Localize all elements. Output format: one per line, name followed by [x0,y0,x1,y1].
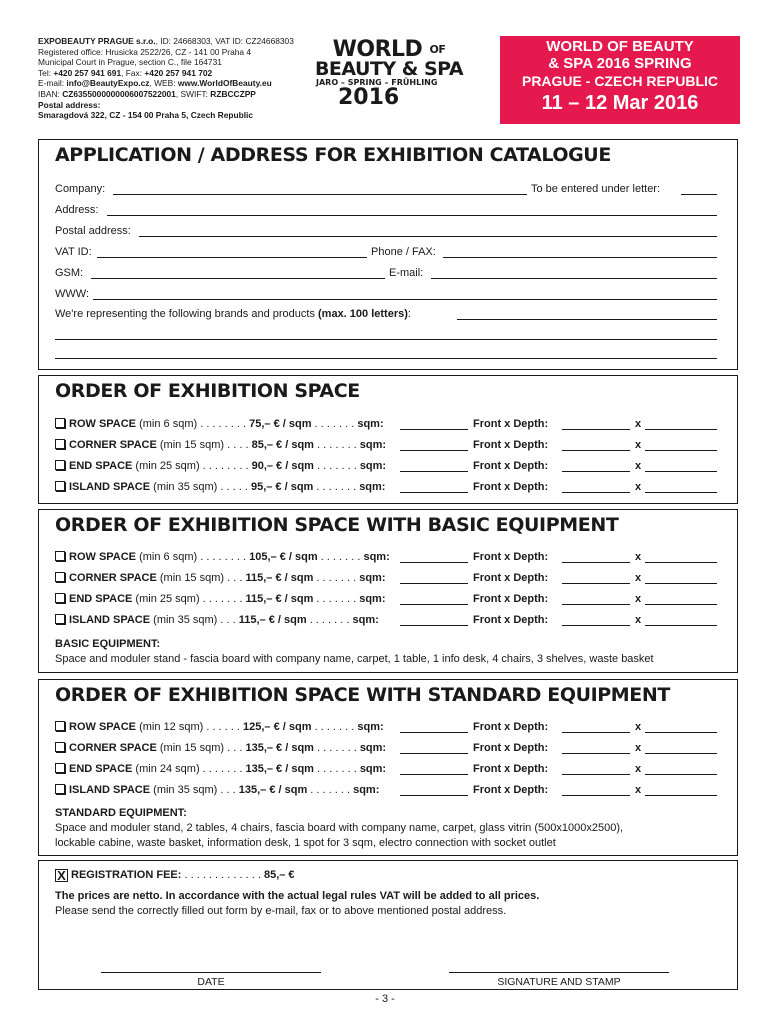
standard-depth-input-2[interactable] [645,774,717,775]
space-front-input-3[interactable] [562,492,630,493]
standard-x-label-0: x [635,721,642,733]
postal-address-label: Postal address: [55,225,131,237]
company-label: Company: [55,183,106,195]
space-x-label-0: x [635,418,642,430]
standard-option-2: END SPACE (min 24 sqm) . . . . . . . 135,– € / sqm . . . . . . . sqm: [55,762,386,776]
basic-sqm-input-2[interactable] [400,604,468,605]
application-section [38,139,738,370]
basic-checkbox-1[interactable] [55,572,65,582]
basic-depth-input-3[interactable] [645,625,717,626]
registration-checkbox[interactable]: X [55,869,68,882]
event-logo: WORLD OF BEAUTY & SPA JARO – SPRING – FRÜHLING 2016 [314,37,464,110]
event-banner: WORLD OF BEAUTY & SPA 2016 SPRING PRAGUE - CZECH REPUBLIC 11 – 12 Mar 2016 [500,36,740,124]
space-x-label-2: x [635,460,642,472]
space-option-1: CORNER SPACE (min 15 sqm) . . . . 85,– € / sqm . . . . . . . sqm: [55,438,386,452]
standard-checkbox-0[interactable] [55,721,65,731]
standard-front-input-2[interactable] [562,774,630,775]
standard-sqm-input-0[interactable] [400,732,468,733]
space-option-3: ISLAND SPACE (min 35 sqm) . . . . . 95,– € / sqm . . . . . . . sqm: [55,480,385,494]
basic-checkbox-2[interactable] [55,593,65,603]
brands-input-1[interactable] [457,319,717,320]
standard-title: ORDER OF EXHIBITION SPACE WITH STANDARD EQUIPMENT [55,684,670,706]
vat-label: VAT ID: [55,246,92,258]
email-web: E-mail: info@BeautyExpo.cz, WEB: www.WorldOfBeauty.eu [38,78,272,89]
space-x-label-3: x [635,481,642,493]
standard-front-input-1[interactable] [562,753,630,754]
basic-front-input-3[interactable] [562,625,630,626]
space-section [38,375,738,504]
company-input[interactable] [113,194,527,195]
brands-input-2[interactable] [55,339,717,340]
www-label: WWW: [55,288,90,300]
space-sqm-input-1[interactable] [400,450,468,451]
brands-label: We're representing the following brands and products (max. 100 letters): [55,308,411,320]
basic-depth-input-0[interactable] [645,562,717,563]
basic-depth-input-2[interactable] [645,604,717,605]
signature-input[interactable] [449,972,669,973]
space-sqm-input-0[interactable] [400,429,468,430]
basic-depth-input-1[interactable] [645,583,717,584]
basic-option-0: ROW SPACE (min 6 sqm) . . . . . . . . 105,– € / sqm . . . . . . . sqm: [55,550,390,564]
address-input[interactable] [107,215,717,216]
letter-label: To be entered under letter: [531,183,661,195]
brands-input-3[interactable] [55,358,717,359]
space-front-depth-label-0: Front x Depth: [473,418,549,430]
standard-depth-input-3[interactable] [645,795,717,796]
email-input[interactable] [431,278,717,279]
standard-option-1: CORNER SPACE (min 15 sqm) . . . 135,– € / sqm . . . . . . . sqm: [55,741,386,755]
space-front-depth-label-2: Front x Depth: [473,460,549,472]
space-x-label-1: x [635,439,642,451]
basic-option-3: ISLAND SPACE (min 35 sqm) . . . 115,– € / sqm . . . . . . . sqm: [55,613,379,627]
www-input[interactable] [93,299,717,300]
standard-x-label-2: x [635,763,642,775]
standard-depth-input-1[interactable] [645,753,717,754]
gsm-label: GSM: [55,267,84,279]
phone-input[interactable] [443,257,717,258]
space-checkbox-2[interactable] [55,460,65,470]
standard-front-depth-label-1: Front x Depth: [473,742,549,754]
header [38,36,738,126]
date-label: DATE [197,976,225,988]
basic-sqm-input-0[interactable] [400,562,468,563]
space-option-2: END SPACE (min 25 sqm) . . . . . . . . 90,– € / sqm . . . . . . . sqm: [55,459,386,473]
space-checkbox-0[interactable] [55,418,65,428]
registered-office: Registered office: Hrusicka 2522/26, CZ - 141 00 Praha 4 [38,46,252,57]
address-label: Address: [55,204,99,216]
standard-option-3: ISLAND SPACE (min 35 sqm) . . . 135,– € / sqm . . . . . . . sqm: [55,783,379,797]
company-name: EXPOBEAUTY PRAGUE s.r.o. [38,36,156,46]
standard-section [38,679,738,856]
standard-checkbox-1[interactable] [55,742,65,752]
basic-title: ORDER OF EXHIBITION SPACE WITH BASIC EQUIPMENT [55,514,619,536]
space-front-input-2[interactable] [562,471,630,472]
court-info: Municipal Court in Prague, section C., file 164731 [38,57,222,68]
standard-checkbox-3[interactable] [55,784,65,794]
basic-front-depth-label-1: Front x Depth: [473,572,549,584]
signature-label: SIGNATURE AND STAMP [497,976,621,988]
basic-front-input-1[interactable] [562,583,630,584]
space-depth-input-0[interactable] [645,429,717,430]
standard-checkbox-2[interactable] [55,763,65,773]
company-info: EXPOBEAUTY PRAGUE s.r.o., ID: 24668303, VAT ID: CZ24668303 Registered office: Hrusicka 2522/26, CZ - 141 00 Praha 4 Municipal Court in Prague, section C., file 164731 Tel: +420 257 941 691, Fax: +420 257 941 702 E-mail: info@BeautyExpo.cz, WEB: www.WorldOfBeauty.eu IBAN: CZ6355000000006007522001, SWIFT: RZBCCZPP Postal address: Smaragdová 322, CZ - 154 00 Praha 5, Czech Republic [38,36,328,121]
standard-option-0: ROW SPACE (min 12 sqm) . . . . . . 125,– € / sqm . . . . . . . sqm: [55,720,384,734]
standard-depth-input-0[interactable] [645,732,717,733]
event-dates: 11 – 12 Mar 2016 [541,92,699,114]
standard-front-depth-label-2: Front x Depth: [473,763,549,775]
date-input[interactable] [101,972,321,973]
space-sqm-input-3[interactable] [400,492,468,493]
standard-front-input-3[interactable] [562,795,630,796]
standard-sqm-input-3[interactable] [400,795,468,796]
space-checkbox-3[interactable] [55,481,65,491]
space-depth-input-3[interactable] [645,492,717,493]
basic-front-input-0[interactable] [562,562,630,563]
basic-x-label-0: x [635,551,642,563]
space-front-depth-label-3: Front x Depth: [473,481,549,493]
basic-section [38,509,738,673]
postal-address-input[interactable] [139,236,717,237]
basic-front-depth-label-3: Front x Depth: [473,614,549,626]
standard-sqm-input-1[interactable] [400,753,468,754]
basic-x-label-2: x [635,593,642,605]
space-front-input-0[interactable] [562,429,630,430]
basic-front-depth-label-0: Front x Depth: [473,551,549,563]
basic-front-depth-label-2: Front x Depth: [473,593,549,605]
tel-fax: Tel: +420 257 941 691, Fax: +420 257 941 702 [38,67,213,78]
basic-option-2: END SPACE (min 25 sqm) . . . . . . . 115,– € / sqm . . . . . . . sqm: [55,592,385,606]
postal-address: Smaragdová 322, CZ - 154 00 Praha 5, Czech Republic [38,110,254,121]
price-note: The prices are netto. In accordance with the actual legal rules VAT will be added to all prices. Please send the correctly filled out form by e-mail, fax or to above mentioned postal address. [55,890,540,917]
basic-front-input-2[interactable] [562,604,630,605]
standard-equipment: STANDARD EQUIPMENT: Space and moduler stand, 2 tables, 4 chairs, fascia board with company name, carpet, glass vitrin (500x1000x2500), lockable cabine, waste basket, information desk, 1 spot for 3 sqm, electro connection with socket outlet [55,807,624,849]
standard-sqm-input-2[interactable] [400,774,468,775]
basic-option-1: CORNER SPACE (min 15 sqm) . . . 115,– € / sqm . . . . . . . sqm: [55,571,385,585]
letter-input[interactable] [681,194,717,195]
application-title: APPLICATION / ADDRESS FOR EXHIBITION CATALOGUE [55,144,611,166]
space-option-0: ROW SPACE (min 6 sqm) . . . . . . . . 75,– € / sqm . . . . . . . sqm: [55,417,384,431]
bank-info: IBAN: CZ6355000000006007522001, SWIFT: RZBCCZPP [38,88,256,99]
email-label: E-mail: [389,267,424,279]
gsm-input[interactable] [91,278,385,279]
space-checkbox-1[interactable] [55,439,65,449]
registration-section [38,860,738,990]
standard-x-label-1: x [635,742,642,754]
postal-label: Postal address: [38,99,101,110]
space-depth-input-2[interactable] [645,471,717,472]
space-front-depth-label-1: Front x Depth: [473,439,549,451]
basic-sqm-input-3[interactable] [400,625,468,626]
space-front-input-1[interactable] [562,450,630,451]
space-depth-input-1[interactable] [645,450,717,451]
space-sqm-input-2[interactable] [400,471,468,472]
vat-input[interactable] [97,257,367,258]
page-number: - 3 - [375,993,395,1005]
basic-x-label-3: x [635,614,642,626]
basic-x-label-1: x [635,572,642,584]
basic-checkbox-3[interactable] [55,614,65,624]
standard-x-label-3: x [635,784,642,796]
basic-equipment: BASIC EQUIPMENT: Space and moduler stand - fascia board with company name, carpet, 1 table, 1 info desk, 4 chairs, 3 shelves, waste basket [55,638,654,665]
standard-front-depth-label-3: Front x Depth: [473,784,549,796]
basic-sqm-input-1[interactable] [400,583,468,584]
standard-front-input-0[interactable] [562,732,630,733]
space-title: ORDER OF EXHIBITION SPACE [55,380,360,402]
phone-label: Phone / FAX: [371,246,436,258]
standard-front-depth-label-0: Front x Depth: [473,721,549,733]
registration-fee: X REGISTRATION FEE: . . . . . . . . . . . . . 85,– € [55,868,295,882]
basic-checkbox-0[interactable] [55,551,65,561]
